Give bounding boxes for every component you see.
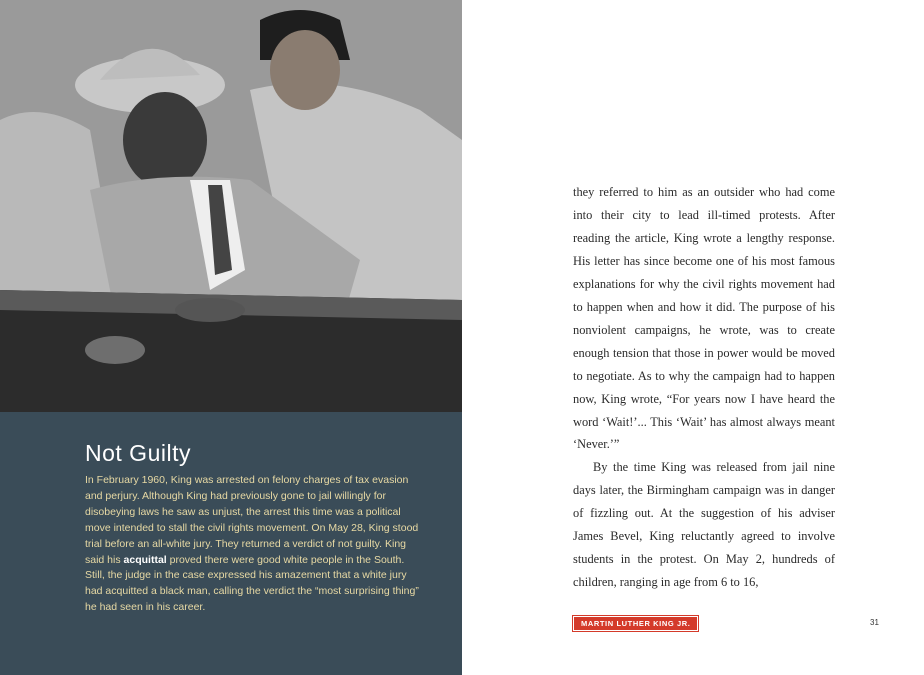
sidebar-box [85,440,420,616]
paragraph-1: they referred to him as an outsider who had come into their city to lead ill-timed protests. After reading the article, King wrote a lengthy response. His letter has since become one of his most famous explanations for why the civil rights movement had to happen when and how it did. The purpose of his nonviolent campaigns, he wrote, was to create enough tension that those in power would be moved to negotiate. As to why the campaign had to happen now, King wrote, “For years now I have heard the word ‘Wait!’... This ‘Wait’ has almost always meant ‘Never.’” [573,185,835,452]
sidebar-body [85,473,420,616]
arrest-photo [0,0,462,412]
sidebar-title: Not Guilty [85,440,191,466]
running-footer-title: MARTIN LUTHER KING JR. [573,616,698,631]
arrest-photo-illustration [0,0,462,412]
main-text [573,181,835,594]
sidebar-body-part-1: In February 1960, King was arrested on felony charges of tax evasion and perjury. Although King had previously gone to jail willingly for disobeying laws he saw as unjust, the arrest this time was a political move intended to stall the civil rights movement. On May 28, King stood trial before an all-white jury. They returned a verdict of not guilty. King said his [85,474,419,566]
page-number: 31 [870,618,879,627]
paragraph-2: By the time King was released from jail nine days later, the Birmingham campaign was in danger of fizzling out. At the suggestion of his adviser James Bevel, King reluctantly agreed to involve students in the protest. On May 2, hundreds of children, ranging in age from 6 to 16, [573,460,835,590]
glossary-term-acquittal: acquittal [123,553,167,566]
right-page [462,0,924,675]
sidebar-body-part-2: proved there were good white people in the South. Still, the judge in the case expressed his amazement that a white jury had acquitted a black man, calling the verdict the “most surprising thing” he had seen in his career. [85,553,419,614]
